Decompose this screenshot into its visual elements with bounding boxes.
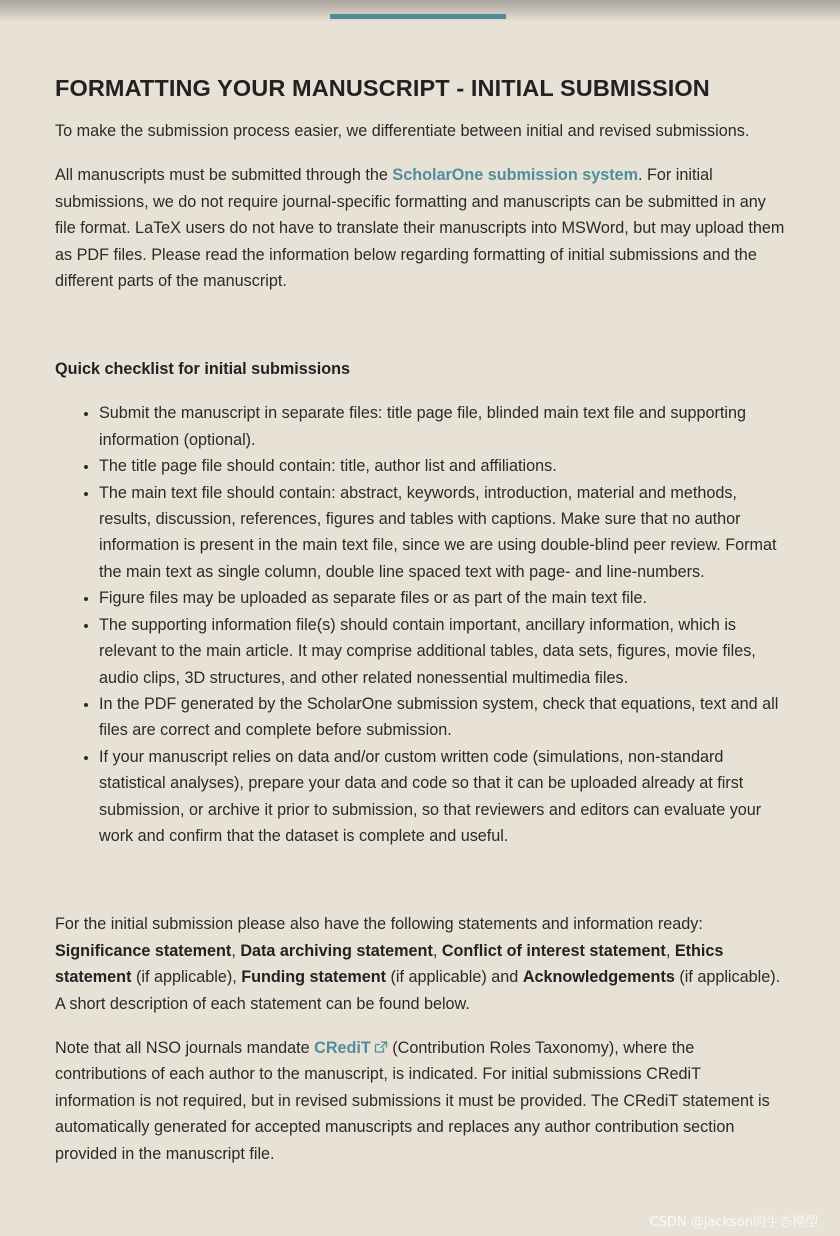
submission-text-before: All manuscripts must be submitted through the — [55, 166, 393, 185]
credit-text-after: (Contribution Roles Taxonomy), where the contributions of each author to the manuscript, is indicated. For initial submissions CRediT information is not required, but in revised submissions it must be provided. The CRediT statement is automatically generated for accepted manuscripts and replaces any author contribution section provided in the manuscript file. — [55, 1038, 770, 1163]
statements-tail: (if applicable). A short description of each statement can be found below. — [55, 968, 781, 1013]
credit-link-label: CRediT — [314, 1038, 371, 1057]
credit-link[interactable] — [314, 1039, 388, 1057]
intro-paragraph: To make the submission process easier, we differentiate between initial and revised submissions. — [55, 122, 750, 140]
statement-sep: , — [665, 941, 675, 960]
credit-text-before: Note that all NSO journals mandate — [55, 1038, 315, 1057]
page-title: FORMATTING YOUR MANUSCRIPT - INITIAL SUBMISSION — [55, 75, 710, 101]
statement-funding: Funding statement — [241, 968, 387, 987]
credit-paragraph — [55, 1035, 785, 1167]
external-link-icon — [374, 1041, 388, 1053]
statement-conflict-of-interest: Conflict of interest statement — [441, 941, 666, 960]
statement-sep: (if applicable) and — [386, 968, 523, 987]
statement-data-archiving: Data archiving statement — [240, 941, 433, 960]
watermark: CSDN @jackson的生态模型 — [649, 1215, 818, 1230]
scholarone-link[interactable]: ScholarOne submission system — [392, 166, 639, 185]
statement-sep: (if applicable), — [131, 968, 242, 987]
statements-lead: For the initial submission please also have the following statements and information ready: — [55, 915, 703, 934]
checklist-item: • The main text file should contain: abstract, keywords, introduction, material and methods, results, discussion, references, figures and tables with captions. Make sure that no author information is present in the main text file, since we are using double-blind peer review. Format the main text as single column, double line spaced text with page- and line-numbers. — [99, 480, 785, 586]
checklist — [55, 400, 785, 849]
checklist-heading: Quick checklist for initial submissions — [55, 360, 351, 379]
checklist-item: • Submit the manuscript in separate files: title page file, blinded main text file and supporting information (optional). — [99, 400, 785, 453]
statement-acknowledgements: Acknowledgements — [522, 968, 675, 987]
statement-significance: Significance statement — [55, 941, 232, 960]
submission-paragraph — [55, 162, 785, 294]
checklist-item: • If your manuscript relies on data and/or custom written code (simulations, non-standard statistical analyses), prepare your data and code so that it can be uploaded already at first submission, or archive it prior to submission, so that reviewers and editors can evaluate your work and confirm that the dataset is complete and useful. — [99, 744, 785, 850]
submission-text-after: . For initial submissions, we do not require journal-specific formatting and manuscripts can be submitted in any file format. LaTeX users do not have to translate their manuscripts into MSWord, but may upload them as PDF files. Please read the information below regarding formatting of initial submissions and the different parts of the manuscript. — [55, 166, 785, 291]
checklist-item: • The title page file should contain: title, author list and affiliations. — [99, 453, 785, 479]
statements-paragraph — [55, 911, 785, 1017]
statement-sep: , — [432, 941, 442, 960]
checklist-item: • The supporting information file(s) should contain important, ancillary information, which is relevant to the main article. It may comprise additional tables, data sets, figures, movie files, audio clips, 3D structures, and other related nonessential multimedia files. — [99, 612, 785, 691]
accent-bar — [330, 14, 506, 19]
statement-ethics: Ethics statement — [55, 941, 724, 987]
statement-sep: , — [231, 941, 241, 960]
article-content — [55, 72, 785, 1185]
checklist-item: • In the PDF generated by the ScholarOne submission system, check that equations, text and all files are correct and complete before submission. — [99, 691, 785, 744]
checklist-item: • Figure files may be uploaded as separate files or as part of the main text file. — [99, 585, 785, 611]
